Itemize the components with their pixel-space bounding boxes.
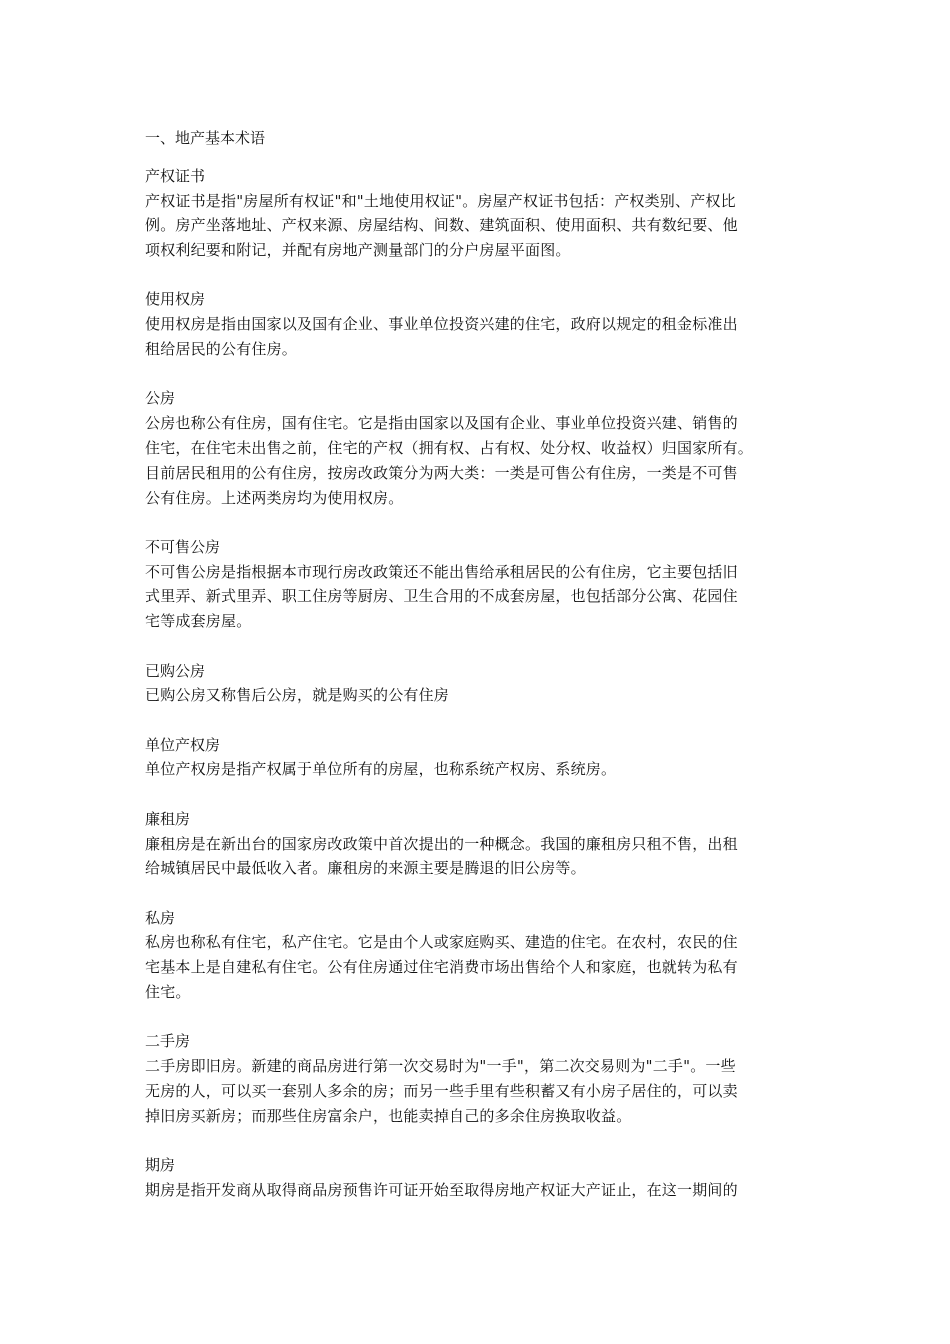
body-line: 租给居民的公有住房。	[145, 340, 298, 359]
section-ershoufang	[145, 1029, 810, 1128]
body-line: 期房是指开发商从取得商品房预售许可证开始至取得房地产权证大产证止，在这一期间的	[145, 1180, 738, 1199]
body-line: 住宅，在住宅未出售之前，住宅的产权（拥有权、占有权、处分权、收益权）归国家所有。	[145, 438, 754, 457]
term-title: 不可售公房	[145, 537, 221, 556]
body-line: 二手房即旧房。新建的商品房进行第一次交易时为"一手"，第二次交易则为"二手"。一些	[145, 1057, 736, 1076]
body-line: 公房也称公有住房，国有住宅。它是指由国家以及国有企业、事业单位投资兴建、销售的	[145, 414, 738, 433]
section-sifang	[145, 906, 810, 1005]
term-title: 私房	[145, 908, 176, 927]
body-line: 目前居民租用的公有住房，按房改政策分为两大类：一类是可售公有住房，一类是不可售	[145, 463, 738, 482]
body-line: 住宅。	[145, 983, 191, 1002]
body-line: 公有住房。上述两类房均为使用权房。	[145, 488, 404, 507]
section-qifang	[145, 1153, 810, 1203]
body-line: 项权利纪要和附记，并配有房地产测量部门的分户房屋平面图。	[145, 241, 571, 260]
body-line: 宅基本上是自建私有住宅。公有住房通过住宅消费市场出售给个人和家庭，也就转为私有	[145, 958, 738, 977]
term-title: 使用权房	[145, 290, 206, 309]
term-title: 二手房	[145, 1032, 191, 1051]
body-line: 例。房产坐落地址、产权来源、房屋结构、间数、建筑面积、使用面积、共有数纪要、他	[145, 216, 738, 235]
body-line: 宅等成套房屋。	[145, 612, 252, 631]
section-lianzufang	[145, 807, 810, 881]
term-title: 公房	[145, 389, 176, 408]
body-line: 产权证书是指"房屋所有权证"和"土地使用权证"。房屋产权证书包括：产权类别、产权比	[145, 191, 736, 210]
section-chanquan-zhengshu	[145, 164, 810, 263]
section-danwei-chanquanfang	[145, 733, 810, 783]
section-gongfang	[145, 386, 810, 510]
document-heading: 一、地产基本术语	[145, 129, 266, 147]
term-title: 廉租房	[145, 809, 191, 828]
body-line: 廉租房是在新出台的国家房改政策中首次提出的一种概念。我国的廉租房只租不售，出租	[145, 834, 738, 853]
term-title: 产权证书	[145, 166, 206, 185]
body-line: 不可售公房是指根据本市现行房改政策还不能出售给承租居民的公有住房，它主要包括旧	[145, 562, 738, 581]
document-page	[145, 126, 810, 1227]
section-shiyongquan-fang	[145, 287, 810, 361]
body-line: 给城镇居民中最低收入者。廉租房的来源主要是腾退的旧公房等。	[145, 859, 586, 878]
body-line: 使用权房是指由国家以及国有企业、事业单位投资兴建的住宅，政府以规定的租金标准出	[145, 315, 738, 334]
body-line: 掉旧房买新房；而那些住房富余户，也能卖掉自己的多余住房换取收益。	[145, 1106, 632, 1125]
body-line: 无房的人，可以买一套别人多余的房；而另一些手里有些积蓄又有小房子居住的，可以卖	[145, 1081, 738, 1100]
term-title: 已购公房	[145, 661, 206, 680]
body-line: 私房也称私有住宅，私产住宅。它是由个人或家庭购买、建造的住宅。在农村，农民的住	[145, 933, 738, 952]
body-line: 已购公房又称售后公房，就是购买的公有住房	[145, 686, 450, 705]
term-title: 期房	[145, 1156, 176, 1174]
body-line: 式里弄、新式里弄、职工住房等厨房、卫生合用的不成套房屋，也包括部分公寓、花园住	[145, 587, 738, 606]
section-yigou-gongfang	[145, 659, 810, 709]
term-title: 单位产权房	[145, 735, 221, 754]
body-line: 单位产权房是指产权属于单位所有的房屋，也称系统产权房、系统房。	[145, 760, 617, 779]
section-bukeshou-gongfang	[145, 535, 810, 634]
